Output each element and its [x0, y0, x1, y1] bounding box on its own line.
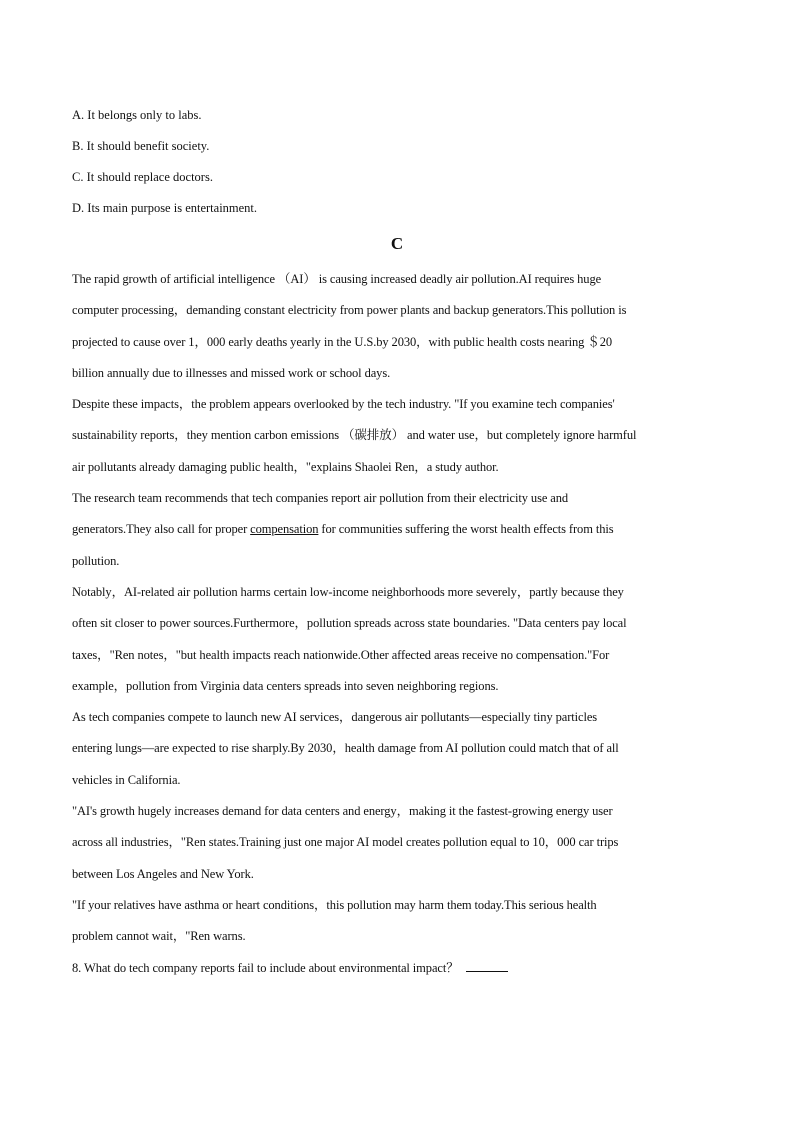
- answer-options: [72, 100, 722, 224]
- passage-line: between Los Angeles and New York.: [72, 866, 254, 881]
- passage-line: sustainability reports，they mention carbon emissions （碳排放） and water use，but completely ignore harmful: [72, 428, 637, 443]
- question-8: [72, 953, 722, 984]
- option-d: [72, 193, 722, 224]
- passage-line: problem cannot wait，"Ren warns.: [72, 929, 246, 944]
- option-letter: A.: [72, 108, 85, 122]
- option-text: It should replace doctors.: [86, 170, 213, 184]
- passage-line: often sit closer to power sources.Furthermore，pollution spreads across state boundaries. "Data centers pay local: [72, 616, 627, 631]
- passage-line: air pollutants already damaging public health，"explains Shaolei Ren，a study author.: [72, 459, 499, 474]
- passage-line: projected to cause over 1，000 early deaths yearly in the U.S.by 2030，with public health costs nearing ＄20: [72, 334, 613, 349]
- answer-blank: [466, 961, 508, 972]
- section-heading: C: [390, 234, 404, 253]
- option-a: [72, 100, 722, 131]
- option-text: It belongs only to labs.: [87, 108, 202, 122]
- passage-line: As tech companies compete to launch new AI services，dangerous air pollutants—especially tiny particles: [72, 710, 598, 725]
- passage-line: vehicles in California.: [72, 772, 181, 787]
- question-text: What do tech company reports fail to include about environmental impact？: [84, 960, 459, 975]
- passage-line: "AI's growth hugely increases demand for data centers and energy，making it the fastest-growing energy user: [72, 804, 613, 819]
- passage-line: Notably，AI-related air pollution harms certain low-income neighborhoods more severely，partly because they: [72, 584, 624, 599]
- passage-text: generators.They also call for proper: [72, 522, 251, 537]
- passage-line: taxes，"Ren notes，"but health impacts reach nationwide.Other affected areas receive no compensation."For: [72, 647, 610, 662]
- passage-line: entering lungs—are expected to rise sharply.By 2030，health damage from AI pollution could match that of all: [72, 741, 619, 756]
- question-number: 8.: [72, 960, 82, 975]
- option-letter: C.: [72, 170, 84, 184]
- passage-line: The research team recommends that tech companies report air pollution from their electricity use and: [72, 491, 569, 506]
- underlined-word: compensation: [250, 522, 319, 537]
- passage-line: [72, 514, 722, 545]
- document-page: [72, 100, 722, 984]
- passage-line: example，pollution from Virginia data centers spreads into seven neighboring regions.: [72, 678, 499, 693]
- passage-line: "If your relatives have asthma or heart conditions，this pollution may harm them today.This serious health: [72, 897, 597, 912]
- option-c: [72, 162, 722, 193]
- passage-text: for communities suffering the worst health effects from this: [318, 522, 614, 537]
- option-text: It should benefit society.: [86, 139, 210, 153]
- option-letter: B.: [72, 139, 84, 153]
- passage-line: computer processing，demanding constant electricity from power plants and backup generators.This pollution is: [72, 303, 627, 318]
- passage-line: billion annually due to illnesses and missed work or school days.: [72, 365, 391, 380]
- option-text: Its main purpose is entertainment.: [87, 201, 258, 215]
- passage: [72, 264, 722, 953]
- passage-line: across all industries，"Ren states.Training just one major AI model creates pollution equal to 10，000 car trips: [72, 835, 619, 850]
- passage-line: The rapid growth of artificial intelligence （AI） is causing increased deadly air pollution.AI requires huge: [72, 272, 602, 286]
- passage-line: Despite these impacts，the problem appears overlooked by the tech industry. "If you examine tech companies': [72, 397, 615, 412]
- option-b: [72, 131, 722, 162]
- option-letter: D.: [72, 201, 85, 215]
- passage-line: pollution.: [72, 553, 120, 568]
